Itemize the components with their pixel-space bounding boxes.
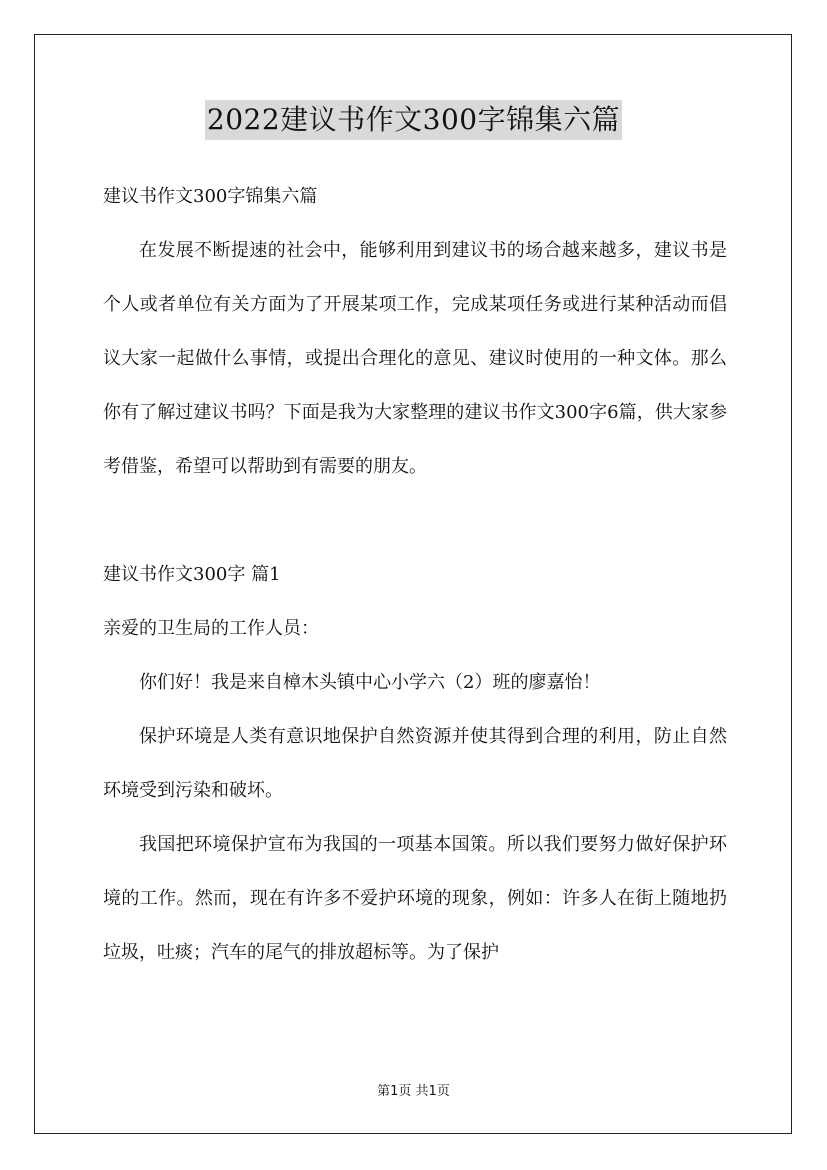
paragraph-2: 我国把环境保护宣布为我国的一项基本国策。所以我们要努力做好保护环境的工作。然而，现在有许多不爱护环境的现象，例如：许多人在街上随地扔垃圾，吐痰；汽车的尾气的排放超标等。为了保护: [103, 834, 727, 963]
spacer: [103, 494, 727, 548]
paragraph-1: 保护环境是人类有意识地保护自然资源并使其得到合理的利用，防止自然环境受到污染和破坏。: [103, 726, 727, 801]
title-wrap: [0, 100, 827, 140]
page-footer: 第1页 共1页: [377, 1084, 450, 1099]
document-body: [103, 170, 727, 980]
salutation: 亲爱的卫生局的工作人员：: [103, 618, 319, 639]
section-heading: 建议书作文300字 篇1: [103, 564, 281, 585]
intro-paragraph: 在发展不断提速的社会中，能够利用到建议书的场合越来越多，建议书是个人或者单位有关方面为了开展某项工作，完成某项任务或进行某种活动而倡议大家一起做什么事情，或提出合理化的意见、建议时使用的一种文体。那么你有了解过建议书吗？下面是我为大家整理的建议书作文300字6篇，供大家参考借鉴，希望可以帮助到有需要的朋友。: [103, 240, 727, 477]
greeting-paragraph: 你们好！我是来自樟木头镇中心小学六（2）班的廖嘉怡！: [139, 672, 601, 693]
document-title: 2022建议书作文300字锦集六篇: [205, 100, 622, 140]
subtitle: 建议书作文300字锦集六篇: [103, 186, 318, 207]
